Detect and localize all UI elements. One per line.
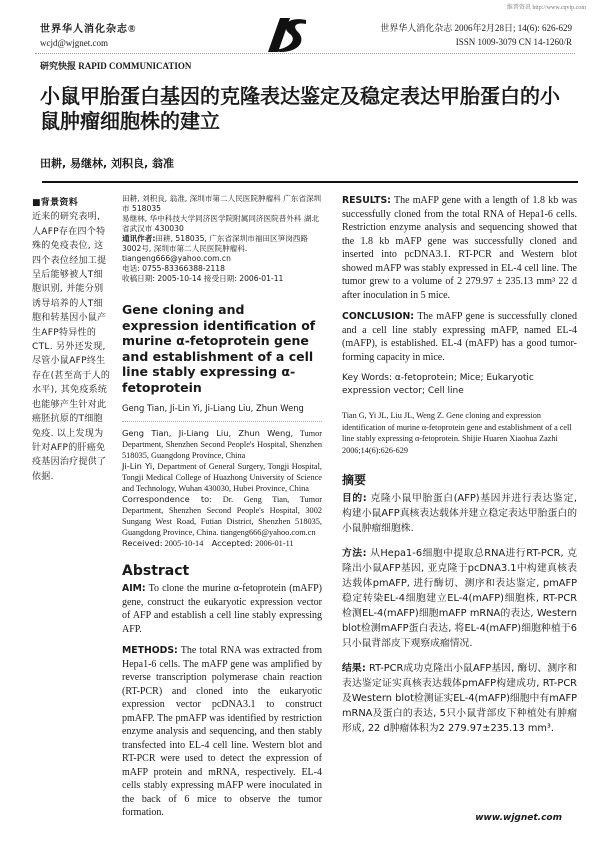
abstract-conclusion: CONCLUSION: The mAFP gene is successfully cloned and a cell line stably expressing mAFP, named EL-4 (mAFP), is established. EL-4 (mAFP) has a good tumor-forming capacity in mice. <box>342 311 577 363</box>
authors-divider <box>122 421 322 422</box>
accepted-date: 2006-01-11 <box>255 539 294 548</box>
abstract-heading: Abstract <box>122 563 190 579</box>
corr-zh: 田耕, 518035, 广东省深圳市福田区笋岗西路3002号, 深圳市第二人民医院肿瘤科. tiangeng666@yahoo.com.cn <box>122 234 308 263</box>
abstract-zh-results: 结果: RT-PCR成功克隆出小鼠AFP基因, 酶切、测序和表达鉴定证实真核表达载体pmAFP构建成功, RT-PCR及Western blot检测证实EL-4(mAFP)细胞中有mAFP mRNA及蛋白的表达, 5只小鼠背部皮下种植处有肿瘤形成, 22 d肿瘤体积为2 279.97±235.13 mm³. <box>342 663 577 734</box>
authors-zh: 田耕, 易继林, 刘积良, 翁准 <box>40 157 175 170</box>
sidebar-text: 近来的研究表明, 人AFP存在四个特殊的免疫表位, 这四个表位经加工提呈后能够被人T细胞识别, 并能分别诱导培养的人T细胞和转基因小鼠产生AFP特异性的CTL. 另外还发现, 尽管小鼠AFP终生存在(甚至高于人的水平), 其免疫系统也能够产生针对此癌胚抗原的T细胞免疫. 以上发现为针对AFP的肝癌免疫基因治疗提供了依据. <box>32 212 111 482</box>
right-column <box>342 194 577 746</box>
journal-name: 世界华人消化杂志® <box>40 24 137 35</box>
abstract-zh-methods: 方法: 从Hepa1-6细胞中提取总RNA进行RT-PCR, 克隆出小鼠AFP基因, 亚克隆于pcDNA3.1中构建真核表达载体pmAFP, 进行酶切、测序和表达鉴定, pmAFP稳定转染EL-4细胞建立EL-4(mAFP)细胞株, RT-PCR检测EL-4(mAFP)细胞mAFP mRNA的表达, Western blot检测mAFP蛋白表达, 将EL-4(mAFP)细胞种植于6只小鼠背部皮下观察成瘤情况. <box>342 548 578 649</box>
header-divider <box>35 53 575 54</box>
abstract-zh-heading: 摘要 <box>342 473 367 487</box>
keywords: Key Words: α-fetoprotein; Mice; Eukaryotic expression vector; Cell line <box>342 373 534 396</box>
phone-zh: 电话: 0755-83366388-2118 <box>122 264 225 273</box>
journal-email: wcjd@wjgnet.com <box>40 38 109 48</box>
affiliation-zh-2: 易继林, 华中科技大学同济医学院附属同济医院普外科 湖北省武汉市 430030 <box>122 214 320 233</box>
affiliation-1-names: Geng Tian, Ji-Liang Liu, Zhun Weng, <box>122 428 294 438</box>
section-label: 研究快报 RAPID COMMUNICATION <box>40 61 192 71</box>
issn: ISSN 1009-3079 CN 14-1260/R <box>455 37 572 47</box>
correspondence-label: Correspondence to: <box>122 494 213 504</box>
title-en: Gene cloning and expression identification of murine α-fetoprotein gene and establishment of a cell line stably expressing α-fetoprotein <box>122 302 316 395</box>
affiliation-zh-1: 田耕, 刘积良, 翁准, 深圳市第二人民医院肿瘤科 广东省深圳市 518035 <box>122 194 322 213</box>
abstract-zh-aim: 目的: 克隆小鼠甲胎蛋白(AFP)基因并进行表达鉴定, 构建小鼠AFP真核表达载体并建立稳定表达甲胎蛋白的小鼠肿瘤细胞株. <box>342 493 577 534</box>
journal-logo-icon <box>258 14 308 54</box>
abstract-results: RESULTS: The mAFP gene with a length of 1.8 kb was successfully cloned from the total RNA of Hepa1-6 cells. Restriction enzyme analysis and sequencing showed that the 1.8 kb mAFP gene was successfully cloned and inserted into pcDNA3.1. RT-PCR and Western blot showed mAFP was stably expressed in EL-4 cell line. The tumor grew to a volume of 2 279.97 ± 235.13 mm³ 22 d after inoculation in 5 mice. <box>342 195 577 301</box>
sidebar-heading: ■背景资料 <box>32 198 79 208</box>
authors-en: Geng Tian, Ji-Lin Yi, Ji-Liang Liu, Zhun Weng <box>122 403 304 413</box>
background-sidebar <box>32 196 112 484</box>
affiliation-1: Tumor Department, Shenzhen Second People's Hospital, Shenzhen 518035, Guangdong Province, China <box>122 429 322 460</box>
affiliation-2-names: Ji-Lin Yi, <box>122 461 155 471</box>
left-column <box>122 194 322 828</box>
corr-label-zh: 通讯作者: <box>122 234 156 243</box>
affiliation-2: Department of General Surgery, Tongji Hospital, Tongji Medical College of Huazhong University of Science and Technology, Wuhan 430030, Hubei Province, China <box>122 462 322 493</box>
citation-reference: Tian G, Yi JL, Liu JL, Weng Z. Gene cloning and expression identification of murine α-fetoprotein gene and establishment of a cell line stably expressing α-fetoprotein. Shijie Huaren Xiaohua Zazhi 2006;14(6):626-629 <box>342 411 572 455</box>
correspondence: Dr. Geng Tian, Tumor Department, Shenzhen Second People's Hospital, 3002 Sungang West Road, Futian District, Shenzhen 518035, Guangdong Province, China. tiangeng666@yahoo.com.cn <box>122 495 323 537</box>
dates-zh: 收稿日期: 2005-10-14 接受日期: 2006-01-11 <box>122 274 284 283</box>
affiliation-en <box>122 428 322 549</box>
affiliation-zh <box>122 194 322 284</box>
title-zh: 小鼠甲胎蛋白基因的克隆表达鉴定及稳定表达甲胎蛋白的小鼠肿瘤细胞株的建立 <box>40 84 560 133</box>
watermark: 维普资讯 http://www.cqvip.com <box>506 5 586 11</box>
footer-site[interactable]: www.wjgnet.com <box>475 813 562 823</box>
accepted-label: Accepted: <box>211 538 254 548</box>
received-label: Received: <box>122 538 163 548</box>
journal-citation: 世界华人消化杂志 2006年2月28日; 14(6): 626-629 <box>380 23 572 33</box>
received-date: 2005-10-14 <box>164 539 204 548</box>
abstract-methods: METHODS: The total RNA was extracted from Hepa1-6 cells. The mAFP gene was amplified by reverse transcription polymerase chain reaction (RT-PCR) and cloned into the eukaryotic expression vector pcDNA3.1 to construct pmAFP. The pmAFP was identified by restriction enzyme analysis and sequencing, and then stably transfected into EL-4 cell line. Western blot and RT-PCR were used to detect the expression of mAFP protein and mRNA, respectively. EL-4 cells stably expressing mAFP were inoculated in the back of 6 mice to observe the tumor formation. <box>122 645 322 818</box>
abstract-aim: AIM: To clone the murine α-fetoprotein (mAFP) gene, construct the eukaryotic expression vector of AFP and establish a cell line stably expressing AFP. <box>122 583 322 635</box>
title-divider <box>42 181 578 183</box>
